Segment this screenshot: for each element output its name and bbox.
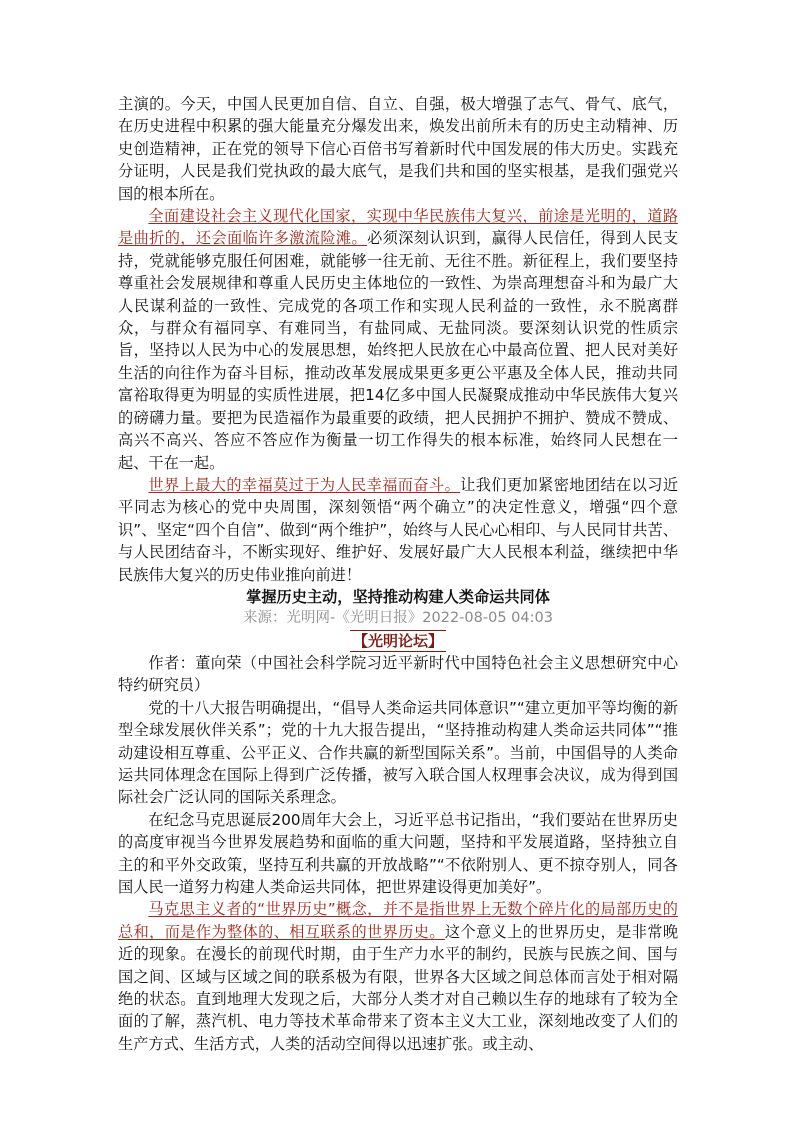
body-text: 党的十八大报告明确提出，“倡导人类命运共同体意识”“建立更加平等均衡的新型全球发展伙伴关系”；党的十九大报告提出，“坚持推动构建人类命运共同体”“推动建设相互尊重、公平正义、合作共赢的新型国际关系”。当前，中国倡导的人类命运共同体理念在国际上得到广泛传播，被写入联合国人权理事会决议，成为得到国际社会广泛认同的国际关系理念。 [118,698,678,807]
section-tag-wrap [118,630,678,652]
paragraph-6 [118,898,678,1055]
article-title: 掌握历史主动，坚持推动构建人类命运共同体 [246,587,550,606]
highlight-text: 全面建设社会主义现代化国家，实现中华民族伟大复兴，前途是光明的，道路是曲折的，还会面临许多激流险滩。 [118,207,678,248]
body-text: 必须深刻认识到，赢得人民信任，得到人民支持，党就能够克服任何困难，就能够一往无前、无往不胜。新征程上，我们要坚持尊重社会发展规律和尊重人民历史主体地位的一致性、为崇高理想奋斗和为最广大人民谋利益的一致性、完成党的各项工作和实现人民利益的一致性，永不脱离群众，与群众有福同享、有难同当，有盐同咸、无盐同淡。要深刻认识党的性质宗旨，坚持以人民为中心的发展思想，始终把人民放在心中最高位置、把人民对美好生活的向往作为奋斗目标，推动改革发展成果更多更公平惠及全体人民，推动共同富裕取得更为明显的实质性进展，把14亿多中国人民凝聚成推动中华民族伟大复兴的磅礴力量。要把为民造福作为最重要的政绩，把人民拥护不拥护、赞成不赞成、高兴不高兴、答应不答应作为衡量一切工作得失的根本标准，始终同人民想在一起、干在一起。 [118,229,679,472]
section-tag: 【光明论坛】 [350,630,446,652]
paragraph-5 [118,809,678,899]
document-page [118,93,678,1055]
body-text: 让我们更加紧密地团结在以习近平同志为核心的党中央周围，深刻领悟“两个确立”的决定性意义，增强“四个意识”、坚定“四个自信”、做到“两个维护”，始终与人民心心相印、与人民同甘共苦、与人民团结奋斗，不断实现好、维护好、发展好最广大人民根本利益，继续把中华民族伟大复兴的历史伟业推向前进！ [118,475,679,584]
paragraph-3 [118,474,678,586]
highlight-text: 马克思主义者的“世界历史”概念，并不是指世界上无数个碎片化的局部历史的总和，而是作为整体的、相互联系的世界历史。 [118,900,678,941]
paragraph-2 [118,205,678,474]
article-source: 来源：光明网-《光明日报》2022-08-05 04:03 [243,609,553,626]
paragraph-1 [118,93,678,205]
body-text: 主演的。今天，中国人民更加自信、自立、自强，极大增强了志气、骨气、底气，在历史进程中积累的强大能量充分爆发出来，焕发出前所未有的历史主动精神、历史创造精神，正在党的领导下信心百倍书写着新时代中国发展的伟大历史。实践充分证明，人民是我们党执政的最大底气，是我们共和国的坚实根基，是我们强党兴国的根本所在。 [118,95,678,203]
body-text: 这个意义上的世界历史，是非常晚近的现象。在漫长的前现代时期，由于生产力水平的制约，民族与民族之间、国与国之间、区域与区域之间的联系极为有限，世界各大区域之间总体而言处于相对隔绝的状态。直到地理大发现之后，大部分人类才对自己赖以生存的地球有了较为全面的了解，蒸汽机、电力等技术革命带来了资本主义大工业，深刻地改变了人们的生产方式、生活方式，人类的活动空间得以迅速扩张。或主动、 [118,922,679,1053]
highlight-text: 世界上最大的幸福莫过于为人民幸福而奋斗。 [148,475,461,494]
article-author: 作者：董向荣（中国社会科学院习近平新时代中国特色社会主义思想研究中心特约研究员） [118,653,678,695]
body-text: 在纪念马克思诞辰200周年大会上，习近平总书记指出，“我们要站在世界历史的高度审视当今世界发展趋势和面临的重大问题，坚持和平发展道路，坚持独立自主的和平外交政策，坚持互利共赢的开放战略”“不依附别人、更不掠夺别人，同各国人民一道努力构建人类命运共同体，把世界建设得更加美好”。 [118,810,678,896]
paragraph-4 [118,697,678,809]
